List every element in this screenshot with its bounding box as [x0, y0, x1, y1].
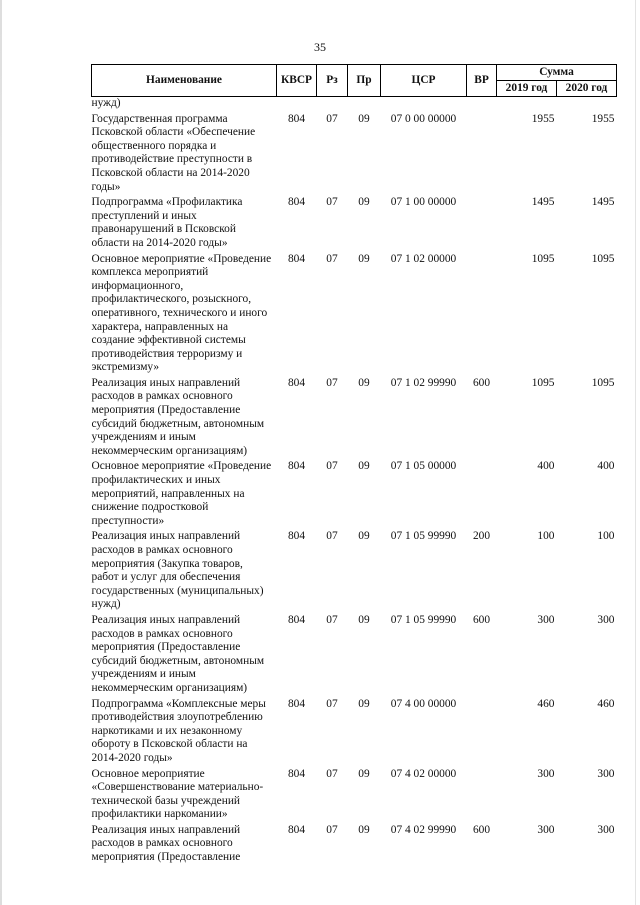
- row-rz: 07: [326, 252, 338, 265]
- row-kvsr: 804: [287, 252, 306, 265]
- header-vr: ВР: [467, 65, 497, 97]
- row-pr: 09: [358, 196, 370, 209]
- row-csr: 07 1 02 00000: [390, 252, 457, 265]
- row-vr: 200: [472, 530, 491, 543]
- row-csr: 07 1 05 00000: [390, 460, 457, 473]
- header-2020: 2020 год: [557, 81, 617, 97]
- scan-edge-right: [635, 0, 636, 905]
- row-sum-2019: 1095: [531, 376, 555, 389]
- row-sum-2019: 1955: [531, 112, 555, 125]
- table-row-continued: [92, 97, 617, 113]
- row-csr: 07 1 05 99990: [390, 530, 457, 543]
- table-row: [92, 113, 617, 197]
- row-kvsr: 804: [287, 823, 306, 836]
- row-sum-2020: 1495: [591, 196, 615, 209]
- row-kvsr: 804: [287, 767, 306, 780]
- table-row: [92, 460, 617, 530]
- table-row: [92, 768, 617, 824]
- row-vr: 600: [472, 823, 491, 836]
- header-2019: 2019 год: [497, 81, 557, 97]
- row-sum-2020: 400: [597, 460, 615, 473]
- row-kvsr: 804: [287, 697, 306, 710]
- row-sum-2020: 100: [597, 530, 615, 543]
- row-csr: 07 4 02 00000: [390, 767, 457, 780]
- table-row: [92, 377, 617, 461]
- row-vr: [467, 460, 497, 530]
- row-pr: 09: [358, 252, 370, 265]
- row-kvsr: 804: [287, 530, 306, 543]
- row-rz: 07: [326, 697, 338, 710]
- row-rz: 07: [326, 196, 338, 209]
- row-sum-2020: 300: [597, 823, 615, 836]
- row-sum-2020: 300: [597, 767, 615, 780]
- row-csr: 07 1 00 00000: [390, 196, 457, 209]
- row-vr: [467, 768, 497, 824]
- row-sum-2019: 460: [537, 697, 555, 710]
- row-rz: 07: [326, 767, 338, 780]
- row-csr: 07 1 05 99990: [390, 613, 457, 626]
- row-vr: [467, 113, 497, 197]
- row-sum-2019: 100: [537, 530, 555, 543]
- table-row: [92, 530, 617, 614]
- page-number: 35: [314, 40, 326, 54]
- row-name: Основное мероприятие «Совершенствование материально-технической базы учреждений профилактики наркомании»: [91, 767, 264, 821]
- row-kvsr: 804: [287, 112, 306, 125]
- continued-text: нужд): [91, 97, 121, 109]
- header-kvsr: КВСР: [277, 65, 317, 97]
- row-vr: [467, 196, 497, 252]
- row-vr: [467, 698, 497, 768]
- row-kvsr: 804: [287, 460, 306, 473]
- row-sum-2020: 300: [597, 613, 615, 626]
- row-csr: 07 4 00 00000: [390, 697, 457, 710]
- row-name: Подпрограмма «Комплексные меры противодействия злоупотреблению наркотиками и их незаконному обороту в Псковской области на 2014-2020 годы»: [91, 697, 266, 764]
- row-csr: 07 1 02 99990: [390, 376, 457, 389]
- row-name: Основное мероприятие «Проведение профилактических и иных мероприятий, направленных на снижение подростковой преступности»: [91, 460, 272, 527]
- row-pr: 09: [358, 823, 370, 836]
- table-row: [92, 196, 617, 252]
- row-sum-2020: 1095: [591, 376, 615, 389]
- row-csr: 07 0 00 00000: [390, 112, 457, 125]
- row-sum-2020: 1095: [591, 252, 615, 265]
- row-rz: 07: [326, 613, 338, 626]
- table-row: [92, 253, 617, 377]
- row-name: Государственная программа Псковской области «Обеспечение общественного порядка и противодействие преступности в Псковской области на 2014-2020 годы»: [91, 112, 256, 193]
- row-csr: 07 4 02 99990: [390, 823, 457, 836]
- row-vr: [467, 253, 497, 377]
- row-rz: 07: [326, 376, 338, 389]
- row-sum-2020: 1955: [591, 112, 615, 125]
- row-sum-2019: 300: [537, 613, 555, 626]
- row-sum-2019: 400: [537, 460, 555, 473]
- row-pr: 09: [358, 613, 370, 626]
- row-rz: 07: [326, 460, 338, 473]
- header-rz: Рз: [317, 65, 348, 97]
- row-pr: 09: [358, 376, 370, 389]
- row-sum-2019: 1495: [531, 196, 555, 209]
- row-name: Реализация иных направлений расходов в рамках основного мероприятия (Предоставление субсидий бюджетным, автономным учреждениям и иным некоммерческим организациям): [91, 613, 265, 694]
- row-pr: 09: [358, 530, 370, 543]
- header-csr: ЦСР: [381, 65, 467, 97]
- row-rz: 07: [326, 530, 338, 543]
- row-vr: 600: [472, 376, 491, 389]
- row-kvsr: 804: [287, 376, 306, 389]
- row-pr: 09: [358, 112, 370, 125]
- row-name: Реализация иных направлений расходов в рамках основного мероприятия (Предоставление: [91, 823, 241, 864]
- table-row: [92, 824, 617, 867]
- row-pr: 09: [358, 697, 370, 710]
- table-row: [92, 698, 617, 768]
- row-sum-2020: 460: [597, 697, 615, 710]
- row-rz: 07: [326, 823, 338, 836]
- scan-edge-left: [0, 0, 2, 905]
- row-name: Реализация иных направлений расходов в рамках основного мероприятия (Закупка товаров, работ и услуг для обеспечения государственных (муниципальных) нужд): [91, 530, 264, 611]
- row-pr: 09: [358, 460, 370, 473]
- row-name: Реализация иных направлений расходов в рамках основного мероприятия (Предоставление субсидий бюджетным, автономным учреждениям и иным некоммерческим организациям): [91, 376, 265, 457]
- table-body: [92, 97, 617, 867]
- row-kvsr: 804: [287, 196, 306, 209]
- budget-table: [91, 64, 617, 867]
- header-name: Наименование: [92, 65, 277, 97]
- header-pr: Пр: [348, 65, 381, 97]
- header-sum: Сумма: [497, 65, 617, 81]
- row-sum-2019: 300: [537, 767, 555, 780]
- row-pr: 09: [358, 767, 370, 780]
- row-name: Подпрограмма «Профилактика преступлений и иных правонарушений в Псковской области на 2014-2020 годы»: [91, 196, 243, 249]
- row-sum-2019: 1095: [531, 252, 555, 265]
- row-rz: 07: [326, 112, 338, 125]
- row-name: Основное мероприятие «Проведение комплекса мероприятий информационного, профилактического, розыскного, оперативного, технического и иного характера, направленных на создание эффективной системы противодействия терроризму и экстремизму»: [91, 252, 272, 374]
- row-vr: 600: [472, 613, 491, 626]
- row-kvsr: 804: [287, 613, 306, 626]
- row-sum-2019: 300: [537, 823, 555, 836]
- table-header: [92, 65, 617, 97]
- table-row: [92, 614, 617, 698]
